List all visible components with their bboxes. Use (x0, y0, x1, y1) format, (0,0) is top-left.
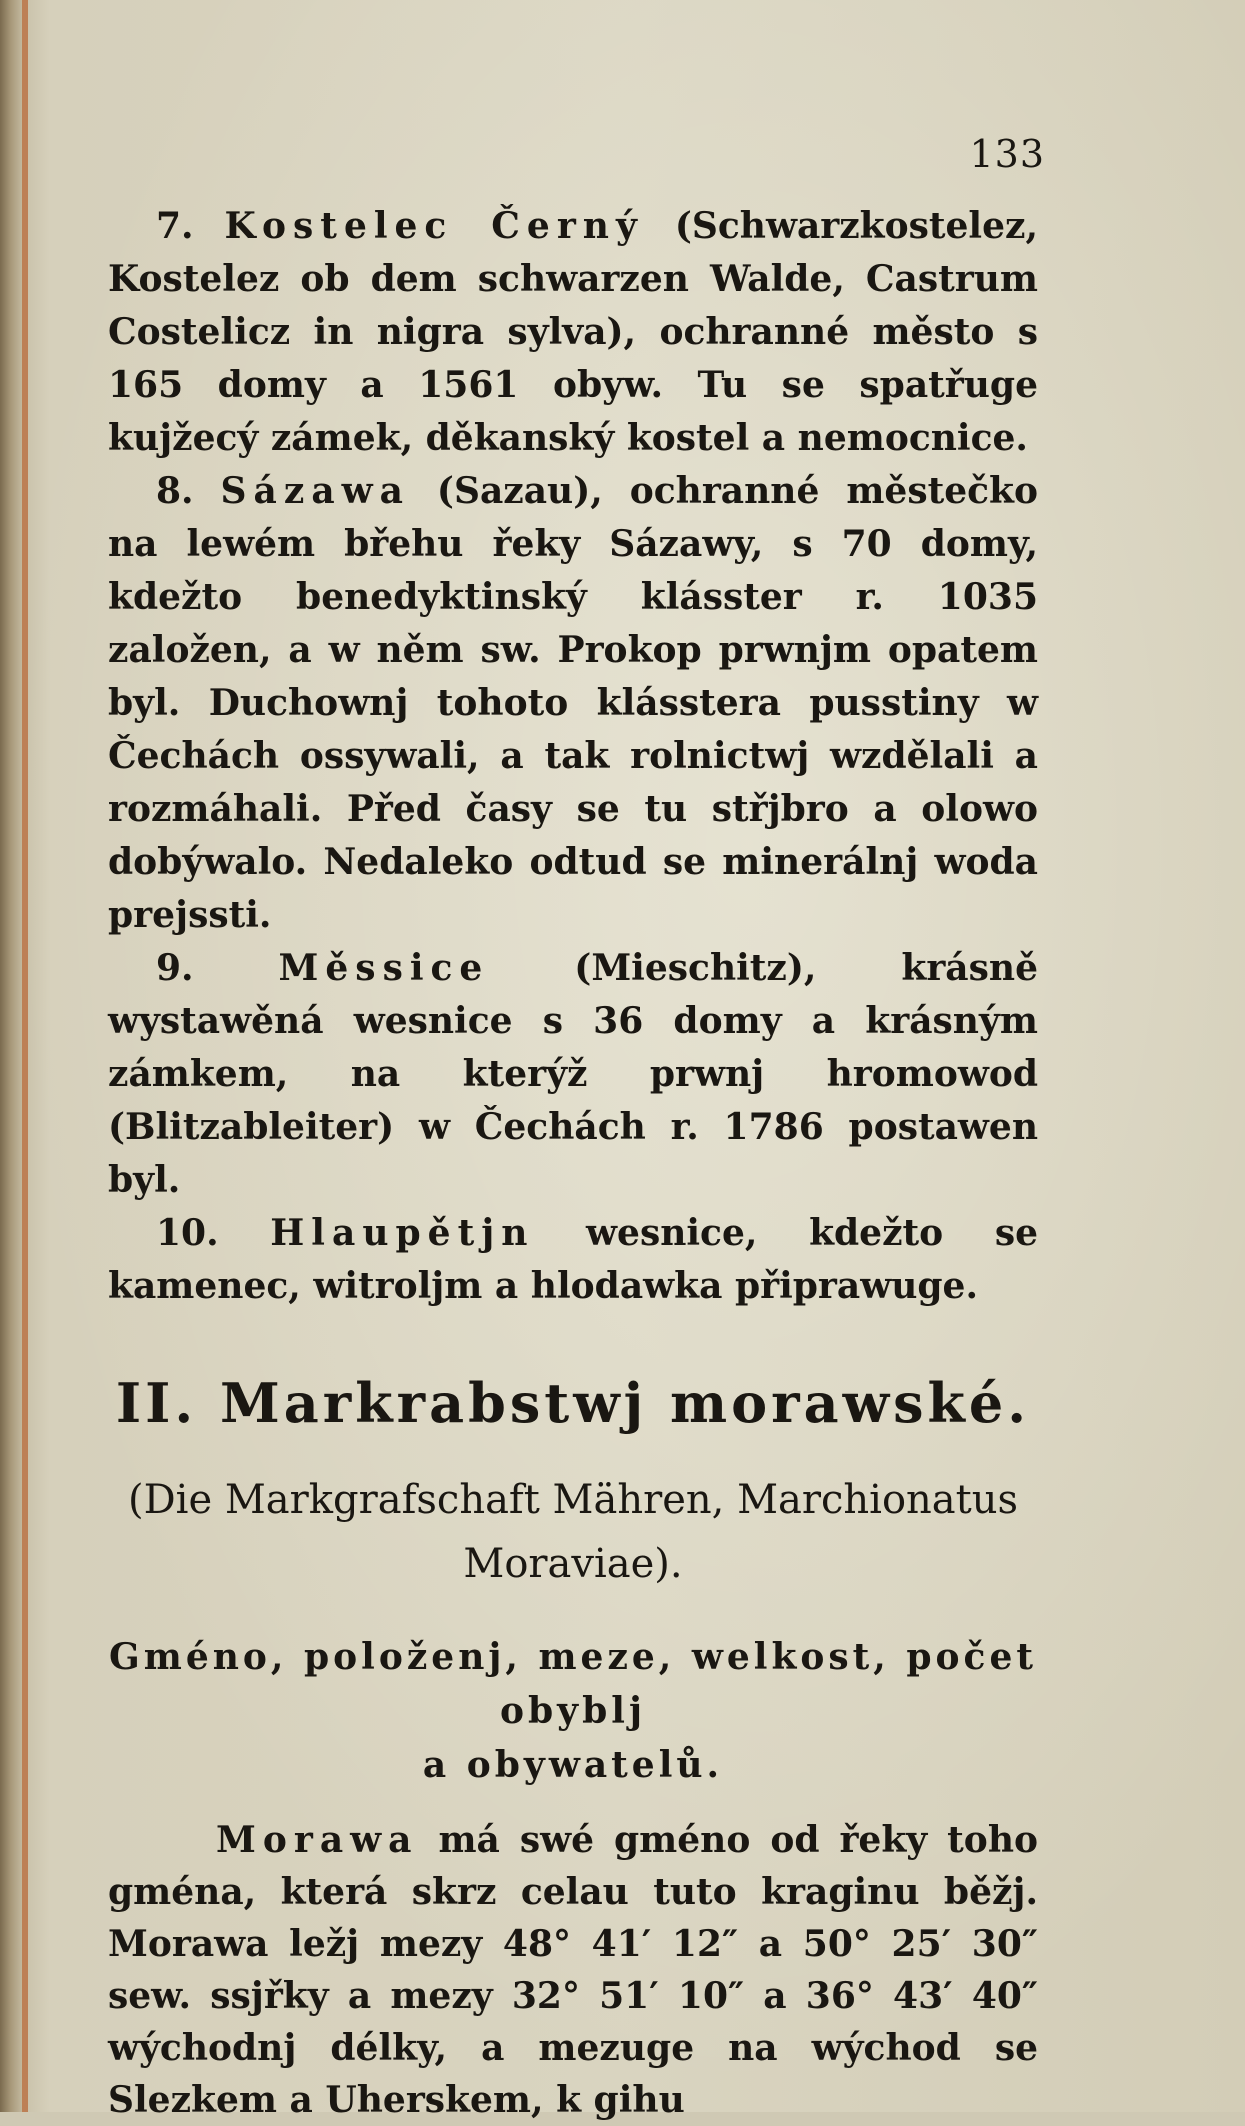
paragraph-lead: Morawa (216, 1819, 419, 1861)
entry-number: 8. (156, 470, 194, 512)
entry-8 (108, 465, 1038, 942)
paragraph-text: má swé gméno od řeky toho gména, která skrz celau tuto kraginu běžj. Morawa ležj mezy 48° 41′ 12″ a 50° 25′ 30″ sew. ssjřky a mezy 32° 51′ 10″ a 36° 43′ 40″ wýchodnj délky, a mezuge na wýchod se Slezkem a Uherskem, k gihu (108, 1819, 1038, 2121)
entry-text: (Sazau), ochranné městečko na lewém břehu řeky Sázawy, s 70 domy, kdežto benedyktinský klásster r. 1035 založen, a w něm sw. Prokop prwnjm opatem byl. Duchownj tohoto klásstera pusstiny w Čechách ossywali, a tak rolnictwj wzdělali a rozmáhali. Před časy se tu střjbro a olowo dobýwalo. Nedaleko odtud se minerálnj woda prejssti. (108, 470, 1038, 936)
entry-text: wesnice, kdežto se kamenec, witroljm a hlodawka připrawuge. (108, 1212, 1038, 1307)
body-paragraph (108, 1814, 1038, 2126)
entry-name: Hlaupětjn (270, 1212, 535, 1254)
section-subtitle-line-2: Moraviae). (463, 1541, 683, 1587)
entry-7 (108, 200, 1038, 465)
entry-10 (108, 1207, 1038, 1313)
section-subtitle-line-1: (Die Markgrafschaft Mähren, Marchionatus (127, 1477, 1019, 1523)
entry-name: Sázawa (220, 470, 410, 512)
entry-text: (Mieschitz), krásně wystawěná wesnice s 36 domy a krásným zámkem, na kterýž prwnj hromowod (Blitzableiter) w Čechách r. 1786 postawen byl. (108, 947, 1038, 1201)
entry-number: 7. (156, 205, 194, 247)
section-subtitle (108, 1468, 1038, 1596)
page-number: 133 (969, 132, 1045, 176)
section-heading: II. Markrabstwj morawské. (115, 1371, 1031, 1435)
binding-edge (0, 0, 22, 2112)
entry-name: Měssice (278, 947, 490, 989)
entry-name: Kostelec Černý (224, 205, 644, 247)
subheading-line-1: Gméno, položenj, meze, welkost, počet obyblj (108, 1636, 1037, 1732)
entry-9 (108, 942, 1038, 1207)
subheading-line-2: a obywatelů. (422, 1744, 724, 1786)
entry-text: (Schwarzkostelez, Kostelez ob dem schwarzen Walde, Castrum Costelicz in nigra sylva), ochranné město s 165 domy a 1561 obyw. Tu se spatřuge kujžecý zámek, děkanský kostel a nemocnice. (108, 205, 1038, 459)
entry-number: 10. (156, 1212, 219, 1254)
subheading (108, 1630, 1038, 1792)
binding-line (22, 0, 28, 2112)
text-block (108, 200, 1038, 2126)
entry-number: 9. (156, 947, 194, 989)
